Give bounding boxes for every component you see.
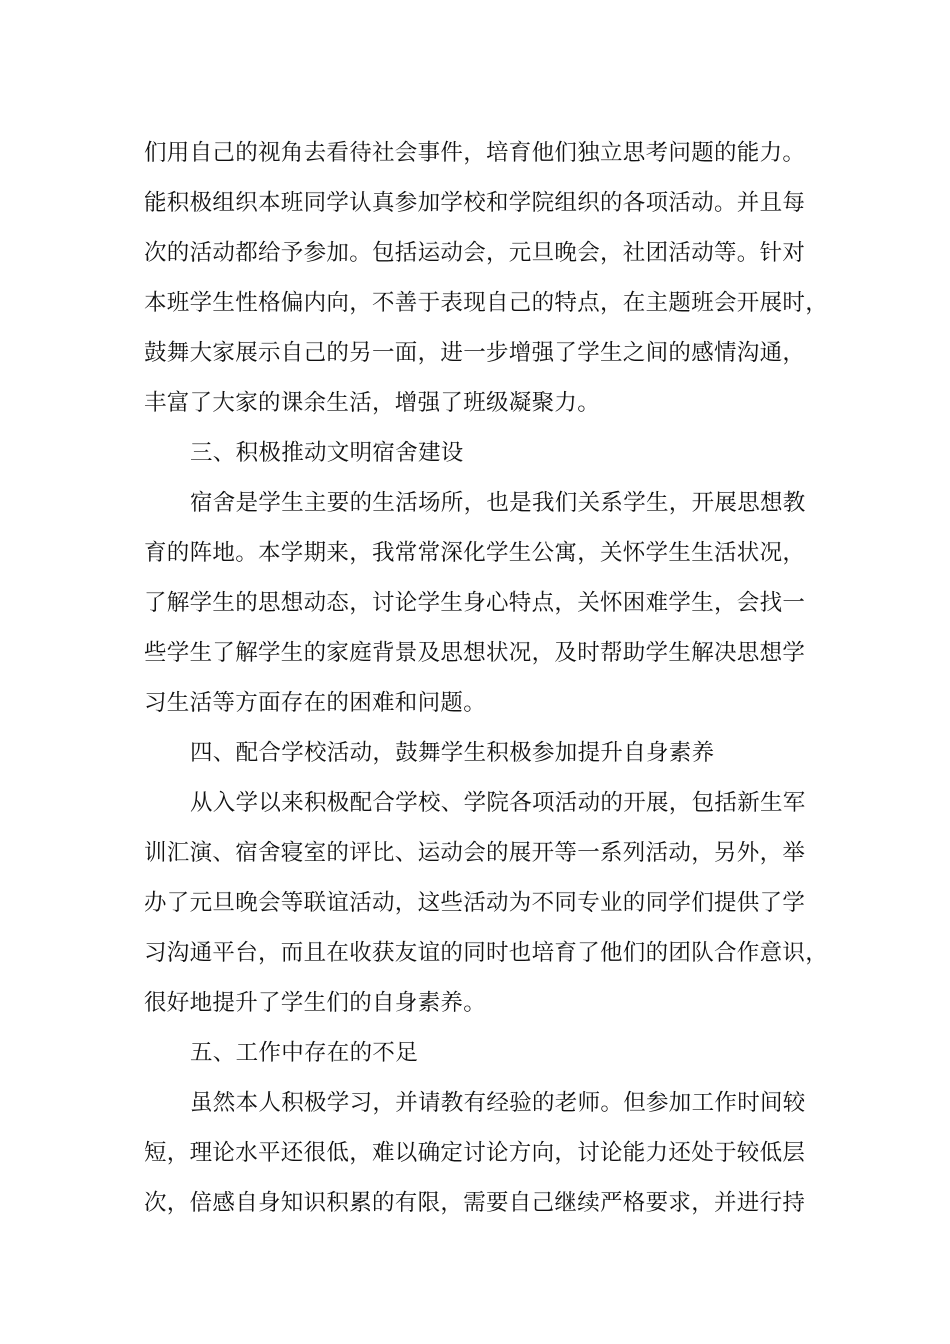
- text-line: 丰富了大家的课余生活，增强了班级凝聚力。: [144, 390, 601, 416]
- text-line: 宿舍是学生主要的生活场所，也是我们关系学生，开展思想教: [190, 490, 806, 516]
- text-line: 习生活等方面存在的困难和问题。: [144, 690, 487, 716]
- section-heading: 五、工作中存在的不足: [190, 1040, 419, 1066]
- text-line: 育的阵地。本学期来，我常常深化学生公寓，关怀学生生活状况，: [144, 540, 806, 566]
- text-line: 了解学生的思想动态，讨论学生身心特点，关怀困难学生，会找一: [144, 590, 806, 616]
- text-line: 鼓舞大家展示自己的另一面，进一步增强了学生之间的感情沟通，: [144, 340, 806, 366]
- text-line: 次的活动都给予参加。包括运动会，元旦晚会，社团活动等。针对: [144, 240, 806, 266]
- text-line: 本班学生性格偏内向，不善于表现自己的特点，在主题班会开展时，: [144, 290, 829, 316]
- text-line: 办了元旦晚会等联谊活动，这些活动为不同专业的同学们提供了学: [144, 890, 806, 916]
- text-line: 训汇演、宿舍寝室的评比、运动会的展开等一系列活动，另外，举: [144, 840, 806, 866]
- text-line: 虽然本人积极学习，并请教有经验的老师。但参加工作时间较: [190, 1090, 806, 1116]
- text-line: 短，理论水平还很低，难以确定讨论方向，讨论能力还处于较低层: [144, 1140, 806, 1166]
- text-line: 次，倍感自身知识积累的有限，需要自己继续严格要求，并进行持: [144, 1190, 806, 1216]
- text-line: 从入学以来积极配合学校、学院各项活动的开展，包括新生军: [190, 790, 806, 816]
- section-heading: 四、配合学校活动，鼓舞学生积极参加提升自身素养: [190, 740, 715, 766]
- text-line: 习沟通平台，而且在收获友谊的同时也培育了他们的团队合作意识，: [144, 940, 829, 966]
- section-heading: 三、积极推动文明宿舍建设: [190, 440, 464, 466]
- text-line: 很好地提升了学生们的自身素养。: [144, 990, 487, 1016]
- text-line: 能积极组织本班同学认真参加学校和学院组织的各项活动。并且每: [144, 190, 806, 216]
- document-body: [144, 128, 829, 1228]
- text-line: 些学生了解学生的家庭背景及思想状况，及时帮助学生解决思想学: [144, 640, 806, 666]
- text-line: 们用自己的视角去看待社会事件，培育他们独立思考问题的能力。: [144, 140, 806, 166]
